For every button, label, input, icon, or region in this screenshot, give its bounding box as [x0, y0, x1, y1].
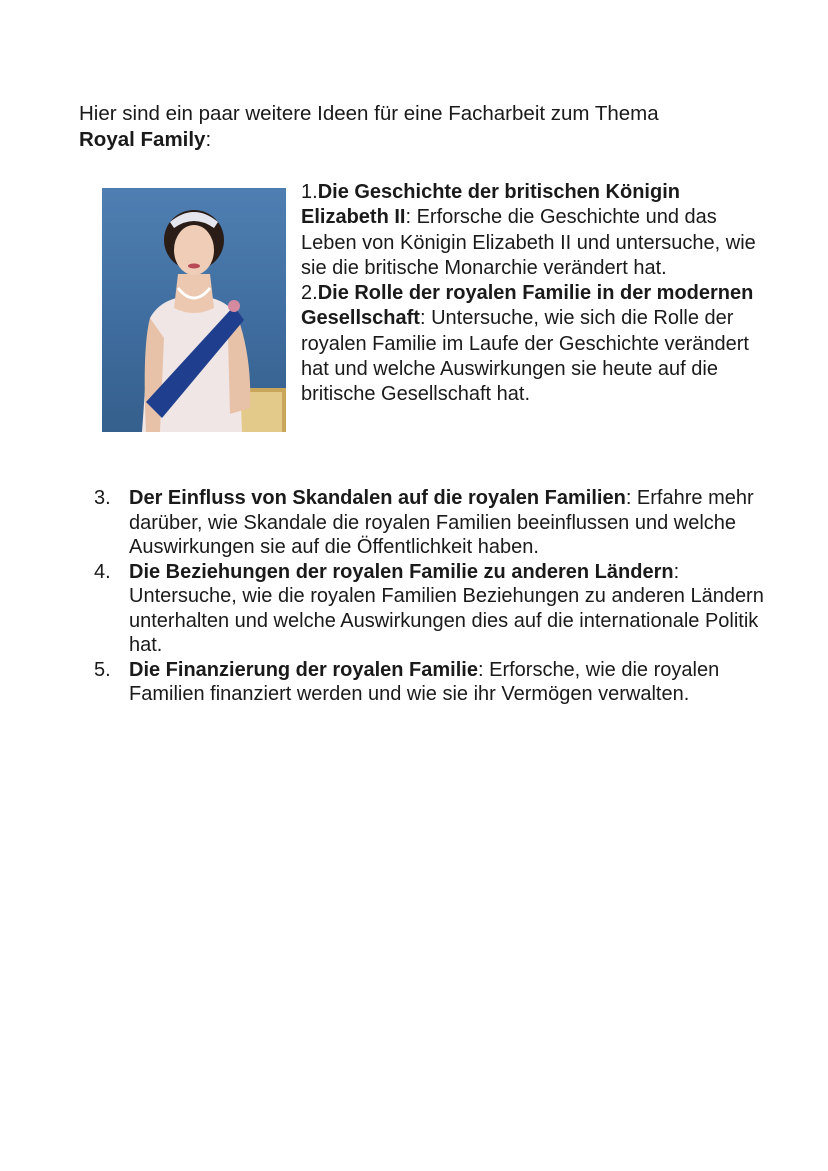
- item-number: 2.: [301, 282, 318, 305]
- item-number: 3.: [94, 487, 111, 509]
- list-item: [79, 560, 779, 658]
- ideas-list: [79, 486, 779, 707]
- list-item: [79, 658, 779, 707]
- intro-topic: Royal Family: [79, 128, 206, 151]
- item-text: : Erforsche, wie die royalen Familien finanziert werden und wie sie ihr Vermögen verwalten.: [129, 658, 720, 705]
- item-number: 4.: [94, 560, 111, 583]
- item-title: Der Einfluss von Skandalen auf die royalen Familien: [129, 487, 626, 509]
- intro-suffix: :: [205, 128, 212, 151]
- item-text: : Untersuche, wie sich die Rolle der royalen Familie im Laufe der Geschichte verändert hat und welche Auswirkungen sie heute auf die britische Gesellschaft hat.: [301, 307, 749, 406]
- item-text: : Erforsche die Geschichte und das Leben von Königin Elizabeth II und untersuche, wie sie die britische Monarchie verändert hat.: [301, 206, 756, 279]
- intro-text: Hier sind ein paar weitere Ideen für eine Facharbeit zum Thema: [79, 102, 659, 125]
- item-number: 1.: [301, 181, 318, 203]
- side-text: [301, 180, 761, 408]
- item-title: Die Geschichte der britischen Königin Elizabeth II: [301, 181, 680, 229]
- item-text: : Erfahre mehr darüber, wie Skandale die royalen Familien beeinflussen und welche Auswirkungen sie auf die Öffentlichkeit haben.: [129, 487, 754, 558]
- item-text: : Untersuche, wie die royalen Familien Beziehungen zu anderen Ländern unterhalten und welche Auswirkungen dies auf die internationale Politik hat.: [129, 560, 764, 656]
- item-title: Die Rolle der royalen Familie in der modernen Gesellschaft: [301, 282, 754, 330]
- list-item: [301, 281, 761, 407]
- item-title: Die Beziehungen der royalen Familie zu anderen Ländern: [129, 560, 674, 583]
- list-item: [79, 486, 779, 560]
- portrait-image: [102, 188, 286, 432]
- list-item: [301, 180, 761, 281]
- item-title: Die Finanzierung der royalen Familie: [129, 658, 478, 681]
- intro-paragraph: [79, 101, 779, 153]
- portrait-queen-icon: [102, 188, 286, 432]
- item-number: 5.: [94, 658, 111, 681]
